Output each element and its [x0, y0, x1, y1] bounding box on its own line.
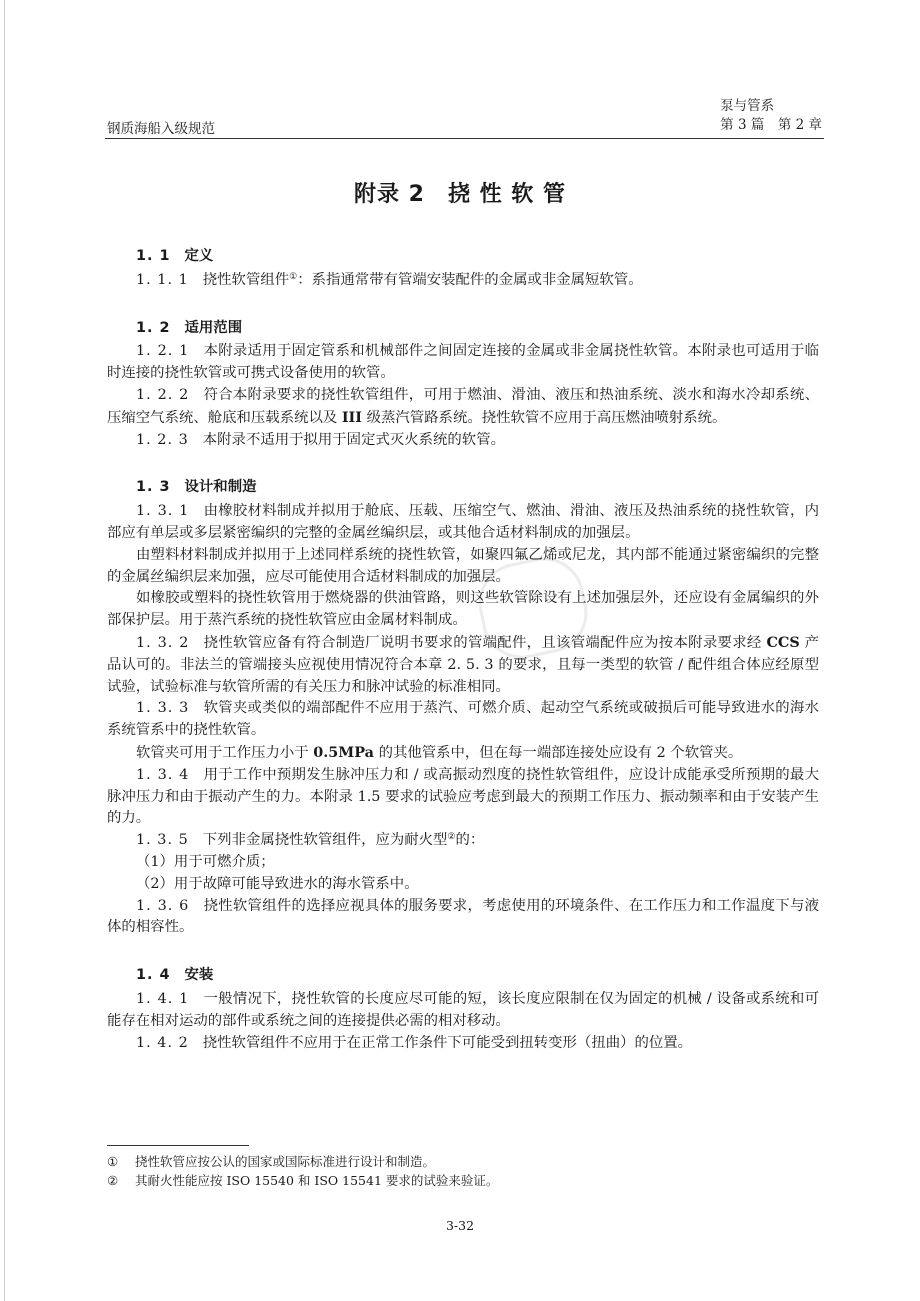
header-rule — [105, 138, 824, 139]
running-header-left: 钢质海船入级规范 — [107, 121, 215, 137]
document-body — [107, 246, 819, 1054]
paragraph-1-3-2: 1. 3. 2 挠性软管应备有符合制造厂说明书要求的管端配件，且该管端配件应为按本附录要求经 CCS 产品认可的。非法兰的管端接头应视使用情况符合本章 2. 5. 3 的要求，且每一类型的软管 / 配件组合体应经原型试验，试验标准与软管所需的有关压力和脉冲试验的标准相同。 — [107, 633, 820, 695]
paragraph-1-4-2: 1. 4. 2 挠性软管组件不应用于在正常工作条件下可能受到扭转变形（扭曲）的位置。 — [136, 1034, 693, 1051]
paragraph-1-3-6: 1. 3. 6 挠性软管组件的选择应视具体的服务要求，考虑使用的环境条件、在工作压力和工作温度下与液体的相容性。 — [107, 897, 819, 936]
paragraph-1-1-1: 1. 1. 1 挠性软管组件①：系指通常带有管端安装配件的金属或非金属短软管。 — [136, 271, 643, 288]
paragraph-1-3-3-clamps: 软管夹可用于工作压力小于 0.5MPa 的其他管系中，但在每一端部连接处应设有 2 个软管夹。 — [136, 743, 743, 761]
paragraph-1-2-3: 1. 2. 3 本附录不适用于拟用于固定式灭火系统的软管。 — [136, 431, 505, 448]
page-title: 附录 2 挠 性 软 管 — [354, 182, 566, 207]
footnote-ref-2: ② — [447, 832, 456, 843]
page-number: 3-32 — [445, 1218, 475, 1233]
list-item-2: （2）用于故障可能导致进水的海水管系中。 — [136, 875, 419, 892]
list-item-1: （1）用于可燃介质； — [136, 853, 275, 870]
paragraph-1-3-1: 1. 3. 1 由橡胶材料制成并拟用于舱底、压载、压缩空气、燃油、滑油、液压及热油系统的挠性软管，内部应有单层或多层紧密编织的完整的金属丝编织层，或其他合适材料制成的加强层。 — [107, 503, 819, 541]
footnote-ref-1: ① — [289, 271, 298, 282]
paragraph-1-3-5: 1. 3. 5 下列非金属挠性软管组件，应为耐火型②的： — [136, 832, 485, 849]
paragraph-1-3-4: 1. 3. 4 用于工作中预期发生脉冲压力和 / 或高振动烈度的挠性软管组件，应设计成能承受所预期的最大脉冲压力和由于振动产生的力。本附录 1.5 要求的试验应考虑到最大的预期工作压力、振动频率和由于安装产生的力。 — [107, 766, 820, 827]
footnote-rule — [107, 1145, 249, 1146]
paragraph-1-2-2: 1. 2. 2 符合本附录要求的挠性软管组件，可用于燃油、滑油、液压和热油系统、淡水和海水冷却系统、压缩空气系统、舱底和压载系统以及 III 级蒸汽管路系统。挠性软管不应用于高压燃油喷射系统。 — [107, 386, 819, 426]
section-heading-1-4: 1. 4 安装 — [136, 967, 214, 984]
paragraph-1-2-1: 1. 2. 1 本附录适用于固定管系和机械部件之间固定连接的金属或非金属挠性软管。本附录也可适用于临时连接的挠性软管或可携式设备使用的软管。 — [107, 343, 819, 382]
header-chapter-title: 泵与管系 — [720, 98, 775, 114]
paragraph-1-3-3: 1. 3. 3 软管夹或类似的端部配件不应用于蒸汽、可燃介质、起动空气系统或破损后可能导致进水的海水系统管系中的挠性软管。 — [107, 700, 819, 739]
running-header-right — [720, 97, 822, 135]
footnotes — [107, 1152, 498, 1190]
paragraph-1-3-1-burner: 如橡胶或塑料的挠性软管用于燃烧器的供油管路，则这些软管除设有上述加强层外，还应设有金属编织的外部保护层。用于蒸汽系统的挠性软管应由金属材料制成。 — [107, 590, 819, 629]
footnote-2: ② 其耐火性能应按 ISO 15540 和 ISO 15541 要求的试验来验证。 — [107, 1173, 499, 1188]
footnote-1: ① 挠性软管应按公认的国家或国际标准进行设计和制造。 — [107, 1154, 436, 1169]
paragraph-1-4-1: 1. 4. 1 一般情况下，挠性软管的长度应尽可能的短，该长度应限制在仅为固定的机械 / 设备或系统和可能存在相对运动的部件或系统之间的连接提供必需的相对移动。 — [107, 990, 819, 1029]
section-heading-1-2: 1. 2 适用范围 — [136, 319, 243, 336]
section-heading-1-3: 1. 3 设计和制造 — [136, 479, 257, 496]
paragraph-1-3-1-plastic: 由塑料材料制成并拟用于上述同样系统的挠性软管，如聚四氟乙烯或尼龙，其内部不能通过紧密编织的完整的金属丝编织层来加强，应尽可能使用合适材料制成的加强层。 — [107, 546, 819, 585]
header-part-chapter: 第 3 篇 第 2 章 — [720, 117, 822, 133]
section-heading-1-1: 1. 1 定义 — [136, 248, 214, 264]
